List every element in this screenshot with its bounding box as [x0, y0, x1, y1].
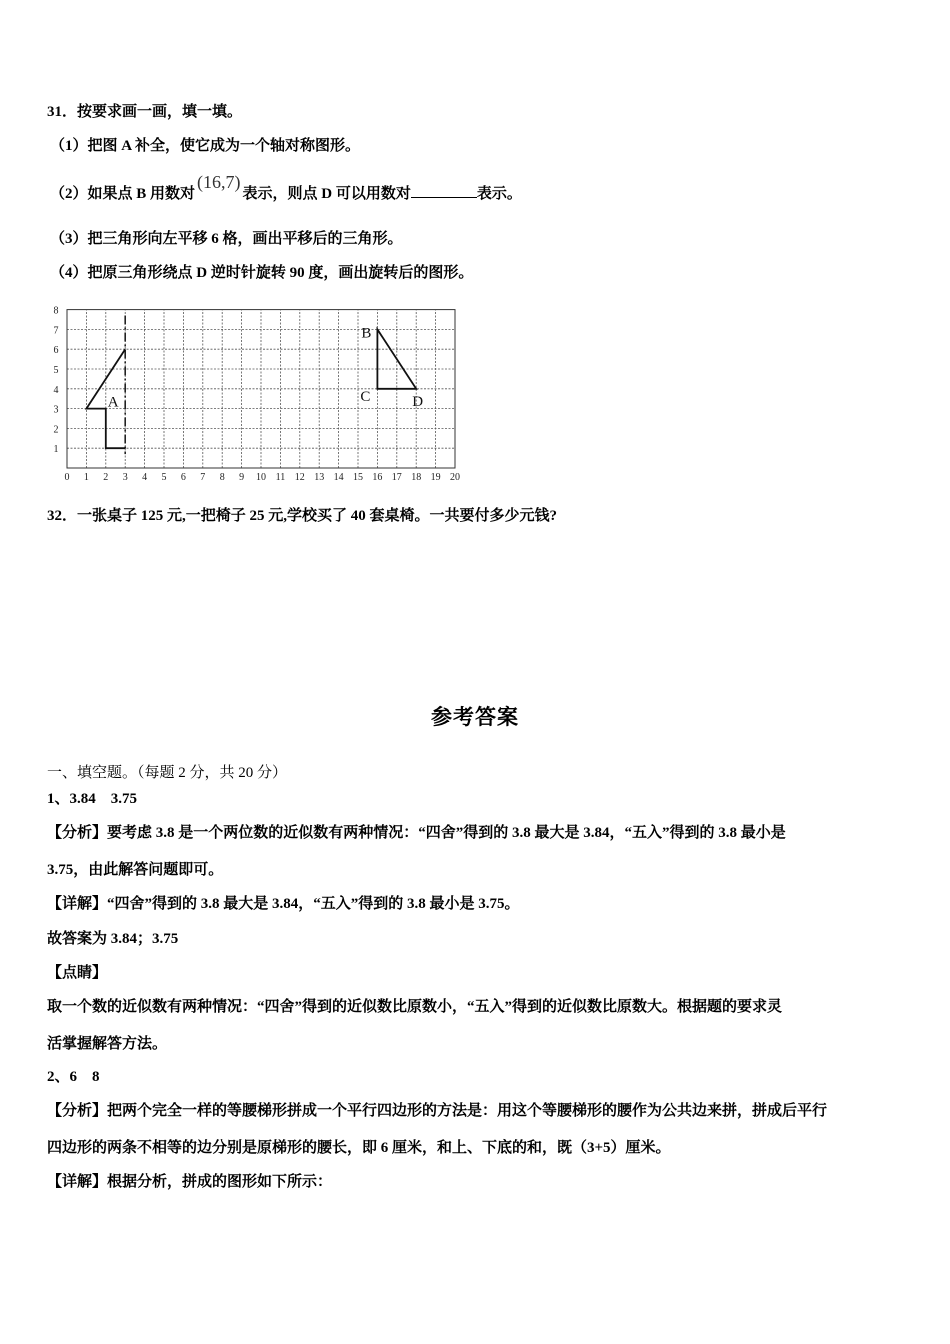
answer-1-highlight: 取一个数的近似数有两种情况：“四舍”得到的近似数比原数小，“五入”得到的近似数比原数大。根据题的要求灵: [47, 999, 783, 1015]
svg-text:3: 3: [122, 472, 128, 483]
answer-1-highlight-tag: 【点睛】: [47, 965, 108, 981]
answer-1-analysis-cont: 3.75，由此解答问题即可。: [47, 862, 224, 878]
svg-text:16: 16: [372, 472, 383, 483]
svg-text:3: 3: [53, 404, 59, 416]
analysis-tag: 【分析】: [47, 1103, 108, 1119]
svg-text:6: 6: [53, 345, 59, 357]
svg-text:B: B: [361, 325, 372, 342]
svg-text:5: 5: [161, 472, 167, 483]
svg-text:C: C: [360, 388, 371, 405]
svg-text:8: 8: [53, 305, 59, 317]
answer-2: 2、6 8: [47, 1069, 100, 1085]
svg-text:5: 5: [53, 365, 59, 376]
question-31-part-4: （4）把原三角形绕点 D 逆时针旋转 90 度，画出旋转后的图形。: [50, 265, 474, 281]
part-2-after: 表示。: [476, 186, 522, 202]
part-2-before: （2）如果点 B 用数对: [50, 186, 196, 202]
answer-1-detail: [47, 894, 520, 914]
grid-svg: [40, 300, 470, 485]
svg-text:13: 13: [314, 472, 325, 483]
svg-text:17: 17: [391, 472, 402, 483]
question-31-title: 31．按要求画一画，填一填。: [47, 104, 243, 120]
detail-tag: 【详解】: [47, 1174, 108, 1190]
analysis-tag: 【分析】: [47, 825, 108, 841]
answer-2-analysis-cont: 四边形的两条不相等的边分别是原梯形的腰长，即 6 厘米，和上、下底的和，既（3+5）厘米。: [47, 1140, 671, 1156]
answer-1-conclusion: 故答案为 3.84；3.75: [47, 931, 179, 947]
svg-text:8: 8: [219, 472, 225, 483]
svg-text:11: 11: [275, 472, 286, 483]
svg-text:2: 2: [53, 424, 59, 436]
question-31-part-2: [50, 172, 522, 204]
svg-text:7: 7: [200, 472, 206, 483]
analysis-text: 把两个完全一样的等腰梯形拼成一个平行四边形的方法是：用这个等腰梯形的腰作为公共边来拼，拼成后平行: [107, 1103, 828, 1119]
coordinate-pair-b: (16,7): [197, 172, 241, 192]
answer-1-analysis: [47, 823, 786, 843]
answer-2-analysis: [47, 1101, 827, 1121]
answer-blank[interactable]: [411, 183, 477, 198]
svg-text:2: 2: [103, 472, 109, 483]
answers-heading: 参考答案: [431, 705, 519, 729]
svg-text:7: 7: [53, 325, 59, 337]
svg-text:20: 20: [450, 472, 460, 483]
section-1-heading: 一、填空题。（每题 2 分，共 20 分）: [47, 765, 288, 781]
svg-text:4: 4: [142, 472, 148, 483]
analysis-text: 要考虑 3.8 是一个两位数的近似数有两种情况：“四舍”得到的 3.8 最大是 3.84，“五入”得到的 3.8 最小是: [107, 825, 786, 841]
svg-text:6: 6: [180, 472, 186, 483]
question-31-part-1: （1）把图 A 补全，使它成为一个轴对称图形。: [50, 138, 361, 154]
svg-text:18: 18: [411, 472, 422, 483]
detail-text: “四舍”得到的 3.8 最大是 3.84，“五入”得到的 3.8 最小是 3.75。: [107, 896, 520, 912]
question-31-part-3: （3）把三角形向左平移 6 格，画出平移后的三角形。: [50, 231, 403, 247]
detail-tag: 【详解】: [47, 896, 108, 912]
svg-text:12: 12: [294, 472, 305, 483]
answer-1: 1、3.84 3.75: [47, 791, 138, 807]
svg-text:A: A: [107, 394, 119, 411]
answer-2-detail: [47, 1172, 332, 1192]
coordinate-grid-figure: [40, 300, 470, 490]
svg-text:D: D: [412, 393, 424, 410]
svg-text:9: 9: [239, 472, 245, 483]
svg-text:1: 1: [53, 444, 59, 456]
svg-text:19: 19: [430, 472, 441, 483]
svg-text:10: 10: [256, 472, 266, 483]
svg-text:4: 4: [53, 384, 59, 396]
svg-text:14: 14: [333, 472, 344, 483]
svg-text:0: 0: [64, 472, 70, 483]
answer-1-highlight-cont: 活掌握解答方法。: [47, 1036, 168, 1052]
svg-text:1: 1: [83, 472, 89, 483]
question-32: 32．一张桌子 125 元,一把椅子 25 元,学校买了 40 套桌椅。一共要付多少元钱?: [47, 508, 558, 524]
detail-text: 根据分析，拼成的图形如下所示：: [107, 1174, 333, 1190]
point-labels: [108, 325, 423, 410]
svg-text:15: 15: [353, 472, 363, 483]
part-2-middle: 表示，则点 D 可以用数对: [242, 186, 411, 202]
